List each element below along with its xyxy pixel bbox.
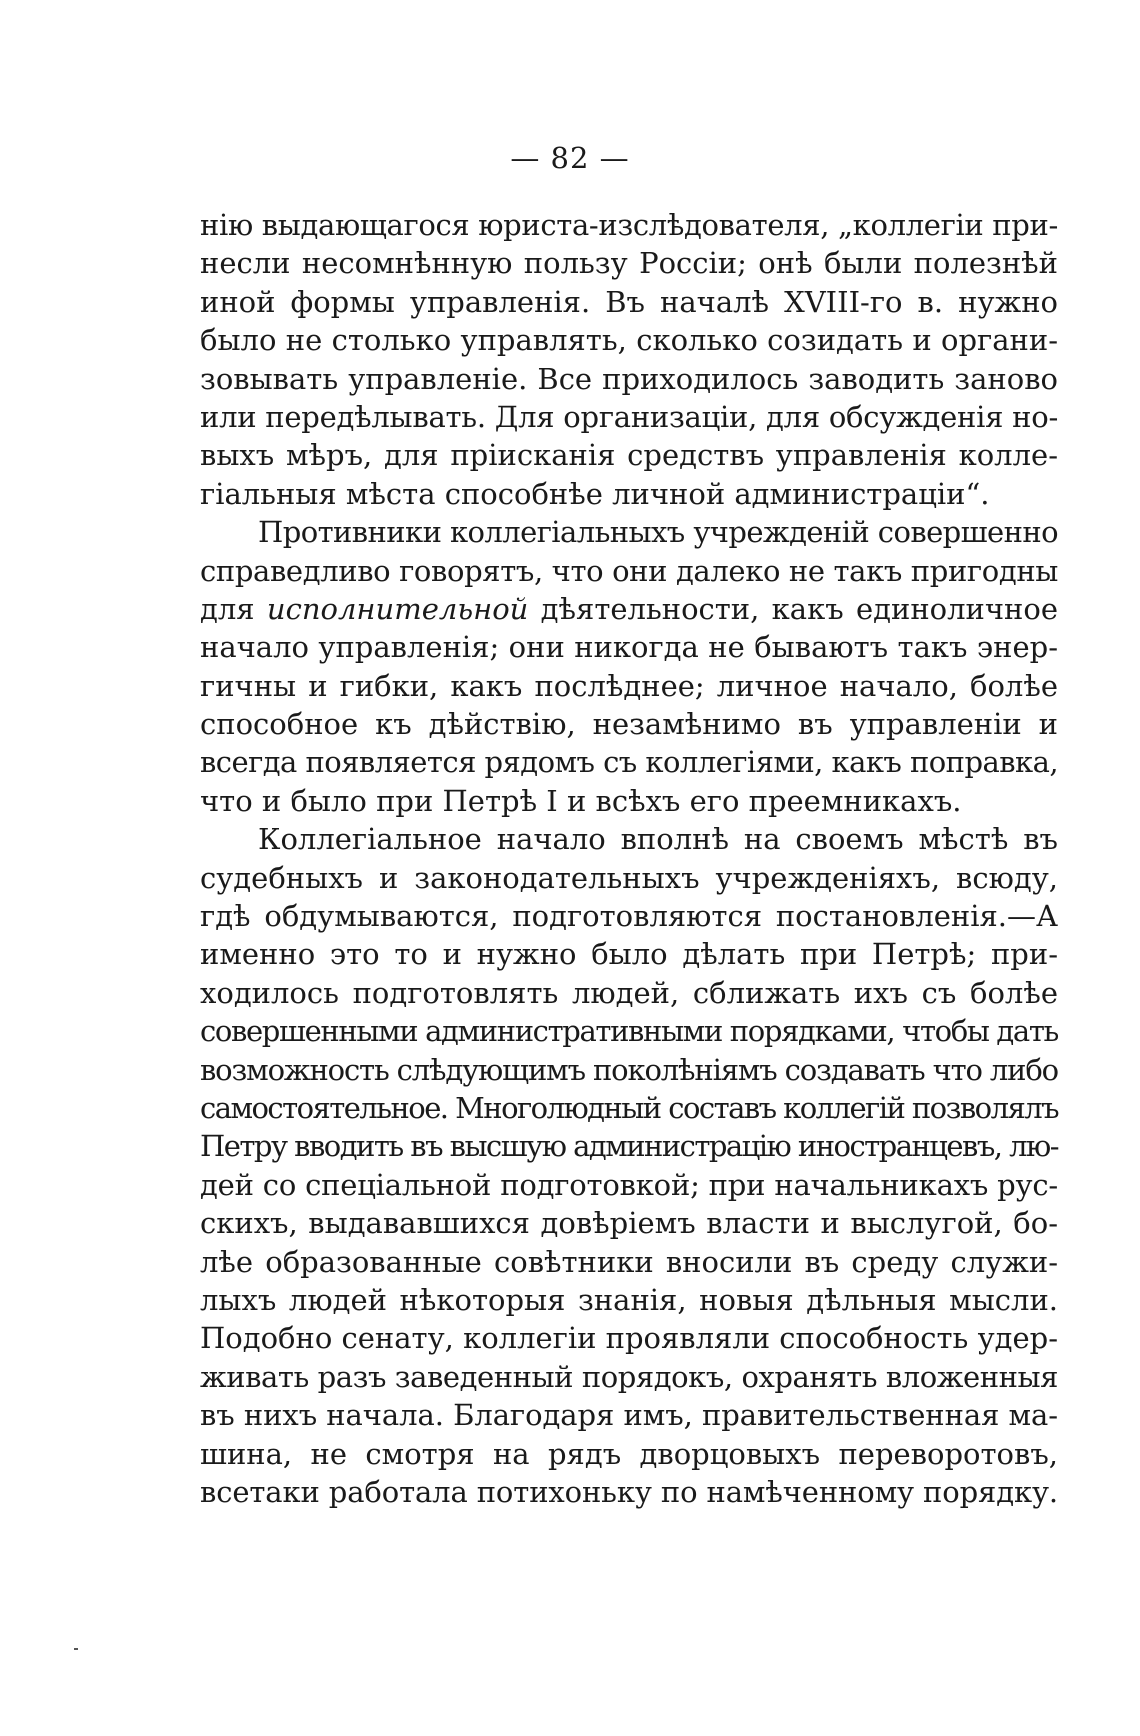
text-line: гіальныя мѣста способнѣе личной администраціи“. bbox=[200, 476, 990, 511]
text-line: совершенными административными порядками, чтобы дать bbox=[200, 1014, 1058, 1049]
text-line: зовывать управленіе. Все приходилось заводить заново bbox=[200, 361, 1058, 396]
text-line: или передѣлывать. Для организаціи, для обсужденія но- bbox=[200, 399, 1058, 434]
text-line: выхъ мѣръ, для пріисканія средствъ управленія колле- bbox=[200, 438, 1058, 473]
text-line: скихъ, выдававшихся довѣріемъ власти и выслугой, бо- bbox=[200, 1206, 1058, 1241]
text-line: всетаки работала потихоньку по намѣченному порядку. bbox=[200, 1474, 1058, 1509]
text-line: Противники коллегіальныхъ учрежденій совершенно bbox=[258, 515, 1058, 550]
text-line: самостоятельное. Многолюдный составъ коллегій позволялъ bbox=[200, 1090, 1058, 1125]
text-line: возможность слѣдующимъ поколѣніямъ создавать что либо bbox=[200, 1052, 1058, 1087]
text-line: справедливо говорятъ, что они далеко не такъ пригодны bbox=[200, 553, 1058, 588]
body-text bbox=[200, 206, 1058, 1511]
text-segment: для bbox=[200, 591, 267, 626]
text-line: живать разъ заведенный порядокъ, охранять вложенныя bbox=[200, 1359, 1058, 1394]
text-line: въ нихъ начала. Благодаря имъ, правительственная ма- bbox=[200, 1398, 1058, 1433]
text-line: нію выдающагося юриста-изслѣдователя, „коллегіи при- bbox=[200, 208, 1058, 242]
scan-speck bbox=[74, 1648, 78, 1650]
text-line: что и было при Петрѣ I и всѣхъ его преемникахъ. bbox=[200, 783, 962, 818]
text-segment: дѣятельности, какъ единоличное bbox=[528, 591, 1058, 626]
text-line: всегда появляется рядомъ съ коллегіями, какъ поправка, bbox=[200, 745, 1058, 780]
text-line: начало управленія; они никогда не бываютъ такъ энер- bbox=[200, 630, 1058, 665]
text-line: Петру вводить въ высшую администрацію иностранцевъ, лю- bbox=[200, 1129, 1058, 1164]
text-line: лѣе образованные совѣтники вносили въ среду служи- bbox=[200, 1244, 1058, 1279]
text-line: иной формы управленія. Въ началѣ XVIII-го в. нужно bbox=[200, 284, 1058, 319]
text-line: судебныхъ и законодательныхъ учрежденіяхъ, всюду, bbox=[200, 860, 1058, 895]
page-number: — 82 — bbox=[510, 141, 630, 175]
text-line: именно это то и нужно было дѣлать при Петрѣ; при- bbox=[200, 937, 1058, 972]
text-line: несли несомнѣнную пользу Россіи; онѣ были полезнѣй bbox=[200, 246, 1058, 281]
italic-emphasis: исполнительной bbox=[266, 591, 529, 626]
text-line: способное къ дѣйствію, незамѣнимо въ управленіи и bbox=[200, 707, 1058, 742]
text-line: было не столько управлять, сколько созидать и органи- bbox=[200, 323, 1058, 358]
text-line: ходилось подготовлять людей, сближать ихъ съ болѣе bbox=[200, 975, 1058, 1010]
text-line: дей со спеціальной подготовкой; при начальникахъ рус- bbox=[200, 1167, 1058, 1202]
text-line: лыхъ людей нѣкоторыя знанія, новыя дѣльныя мысли. bbox=[200, 1282, 1058, 1317]
text-line: гдѣ обдумываются, подготовляются постановленія.—А bbox=[200, 899, 1058, 934]
text-line bbox=[200, 590, 1058, 628]
text-line: шина, не смотря на рядъ дворцовыхъ переворотовъ, bbox=[200, 1436, 1058, 1471]
text-line: Коллегіальное начало вполнѣ на своемъ мѣстѣ въ bbox=[258, 822, 1058, 857]
text-line: гичны и гибки, какъ послѣднее; личное начало, болѣе bbox=[200, 668, 1058, 703]
text-line: Подобно сенату, коллегіи проявляли способность удер- bbox=[200, 1321, 1058, 1356]
